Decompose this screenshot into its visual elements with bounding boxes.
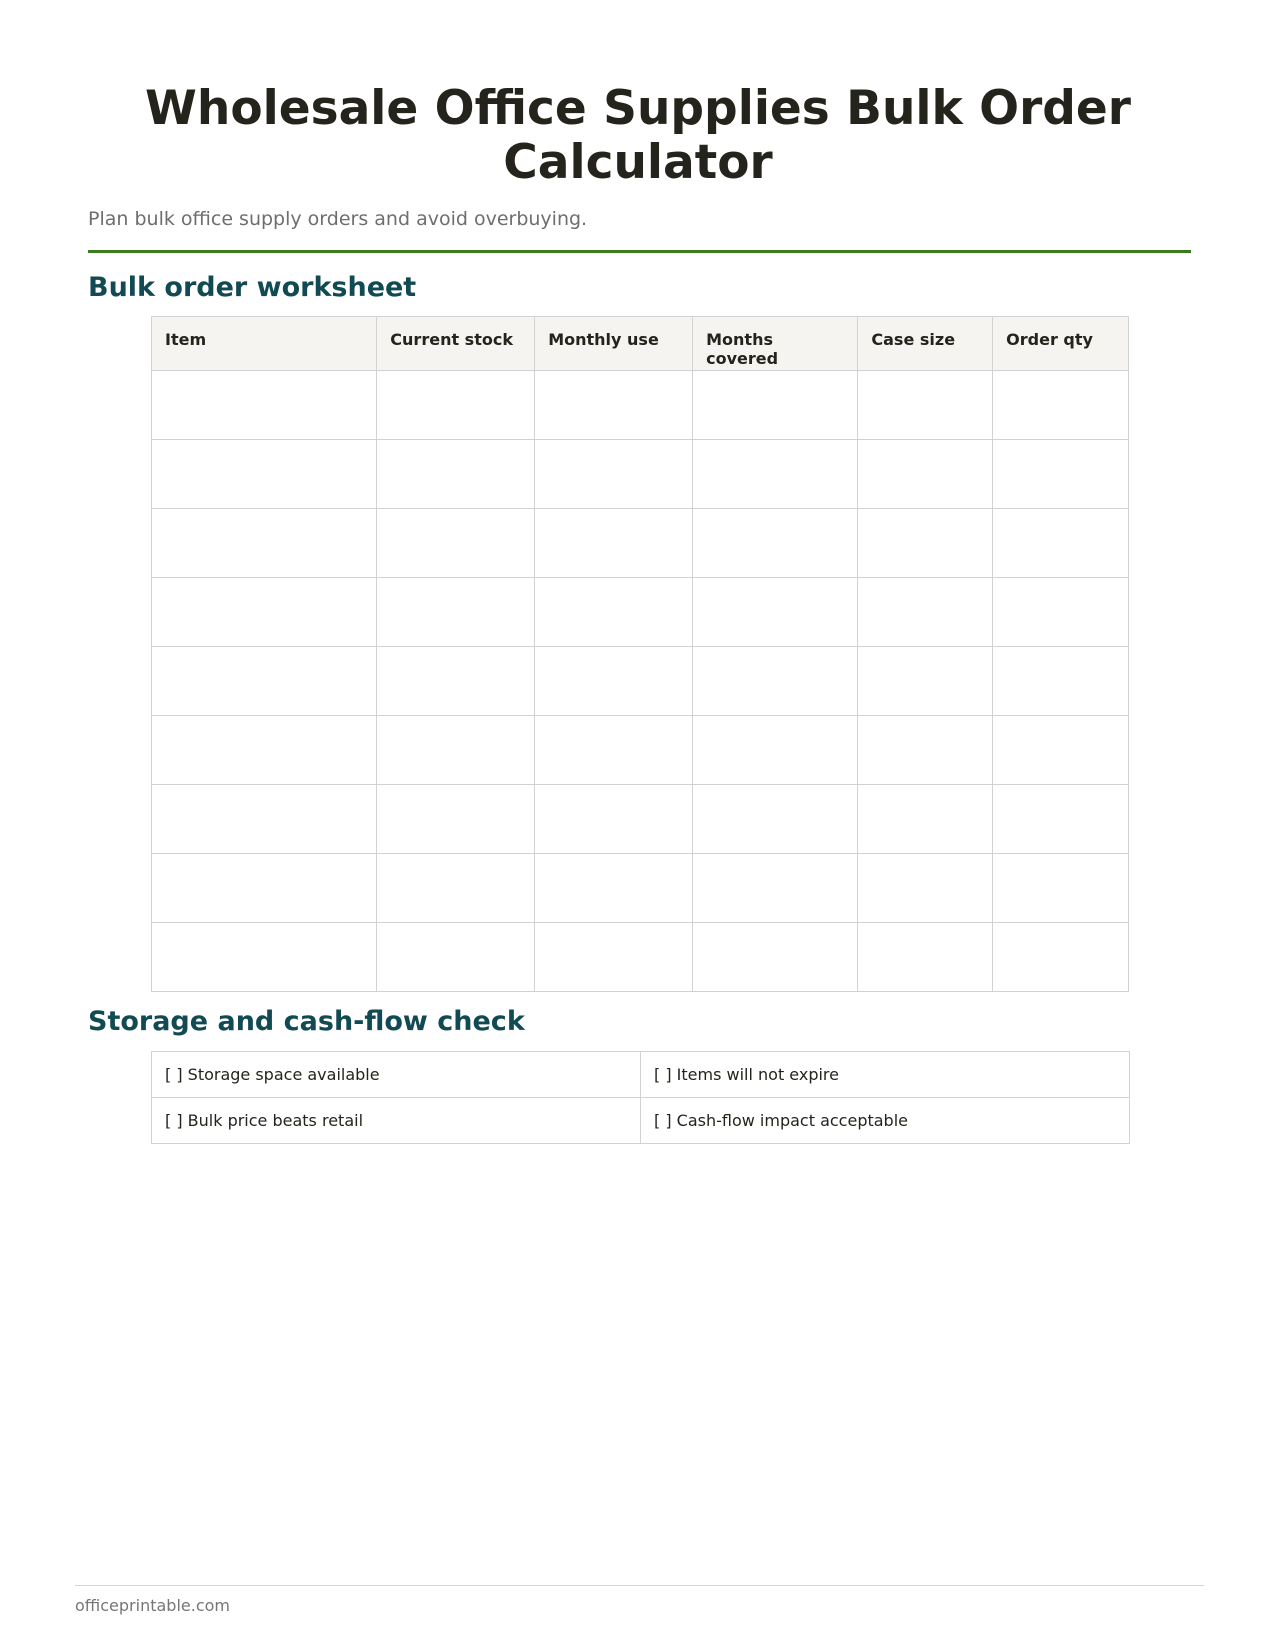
page-subtitle: Plan bulk office supply orders and avoid overbuying.	[88, 208, 588, 230]
table-cell	[693, 716, 858, 785]
table-cell	[377, 578, 535, 647]
column-header-case-size: Case size	[858, 317, 993, 371]
storage-cashflow-checklist	[151, 1051, 1130, 1144]
table-row	[152, 647, 1129, 716]
worksheet-header-row	[152, 317, 1129, 371]
table-row	[152, 371, 1129, 440]
checklist-row	[152, 1098, 1130, 1144]
table-row	[152, 440, 1129, 509]
table-cell	[993, 854, 1129, 923]
table-cell	[535, 716, 693, 785]
bulk-order-worksheet-table	[151, 316, 1129, 992]
table-cell	[693, 578, 858, 647]
table-cell	[152, 716, 377, 785]
table-cell	[152, 647, 377, 716]
table-cell	[693, 647, 858, 716]
storage-check-heading: Storage and cash-flow check	[88, 1006, 525, 1037]
table-row	[152, 509, 1129, 578]
column-header-item: Item	[152, 317, 377, 371]
table-cell	[377, 371, 535, 440]
table-cell	[535, 578, 693, 647]
table-cell	[993, 509, 1129, 578]
table-cell	[152, 785, 377, 854]
table-cell	[858, 923, 993, 992]
table-cell	[535, 371, 693, 440]
table-cell	[993, 440, 1129, 509]
table-cell	[377, 647, 535, 716]
table-cell	[535, 923, 693, 992]
table-cell	[377, 509, 535, 578]
column-header-monthly-use: Monthly use	[535, 317, 693, 371]
footer-site: officeprintable.com	[75, 1596, 230, 1615]
worksheet-heading: Bulk order worksheet	[88, 272, 417, 303]
table-cell	[377, 440, 535, 509]
checklist-item-storage-space: [ ] Storage space available	[152, 1052, 641, 1098]
table-row	[152, 923, 1129, 992]
table-cell	[858, 785, 993, 854]
table-cell	[693, 371, 858, 440]
table-cell	[693, 440, 858, 509]
footer-divider	[75, 1585, 1204, 1586]
table-row	[152, 785, 1129, 854]
table-cell	[152, 440, 377, 509]
table-cell	[858, 440, 993, 509]
table-cell	[858, 716, 993, 785]
table-cell	[993, 578, 1129, 647]
table-cell	[377, 854, 535, 923]
table-cell	[152, 578, 377, 647]
table-cell	[377, 785, 535, 854]
header-divider	[88, 250, 1191, 253]
table-cell	[858, 854, 993, 923]
table-cell	[858, 371, 993, 440]
table-cell	[693, 923, 858, 992]
column-header-current-stock: Current stock	[377, 317, 535, 371]
table-cell	[377, 923, 535, 992]
checklist-item-no-expiry: [ ] Items will not expire	[641, 1052, 1130, 1098]
table-cell	[693, 509, 858, 578]
table-cell	[993, 923, 1129, 992]
table-cell	[993, 785, 1129, 854]
checklist-item-bulk-price: [ ] Bulk price beats retail	[152, 1098, 641, 1144]
page-title: Wholesale Office Supplies Bulk Order Calculator	[145, 81, 1131, 190]
table-cell	[858, 509, 993, 578]
table-cell	[152, 923, 377, 992]
table-cell	[858, 578, 993, 647]
table-cell	[693, 854, 858, 923]
column-header-months-covered: Months covered	[693, 317, 858, 371]
table-cell	[693, 785, 858, 854]
table-row	[152, 578, 1129, 647]
table-row	[152, 716, 1129, 785]
column-header-order-qty: Order qty	[993, 317, 1129, 371]
table-cell	[152, 854, 377, 923]
table-cell	[993, 371, 1129, 440]
table-cell	[152, 509, 377, 578]
table-cell	[993, 647, 1129, 716]
table-cell	[535, 509, 693, 578]
worksheet-body	[152, 371, 1129, 992]
checklist-item-cash-flow: [ ] Cash-flow impact acceptable	[641, 1098, 1130, 1144]
table-cell	[535, 854, 693, 923]
table-cell	[535, 647, 693, 716]
table-cell	[152, 371, 377, 440]
checklist-row	[152, 1052, 1130, 1098]
table-cell	[377, 716, 535, 785]
table-cell	[993, 716, 1129, 785]
table-row	[152, 854, 1129, 923]
table-cell	[858, 647, 993, 716]
table-cell	[535, 440, 693, 509]
table-cell	[535, 785, 693, 854]
